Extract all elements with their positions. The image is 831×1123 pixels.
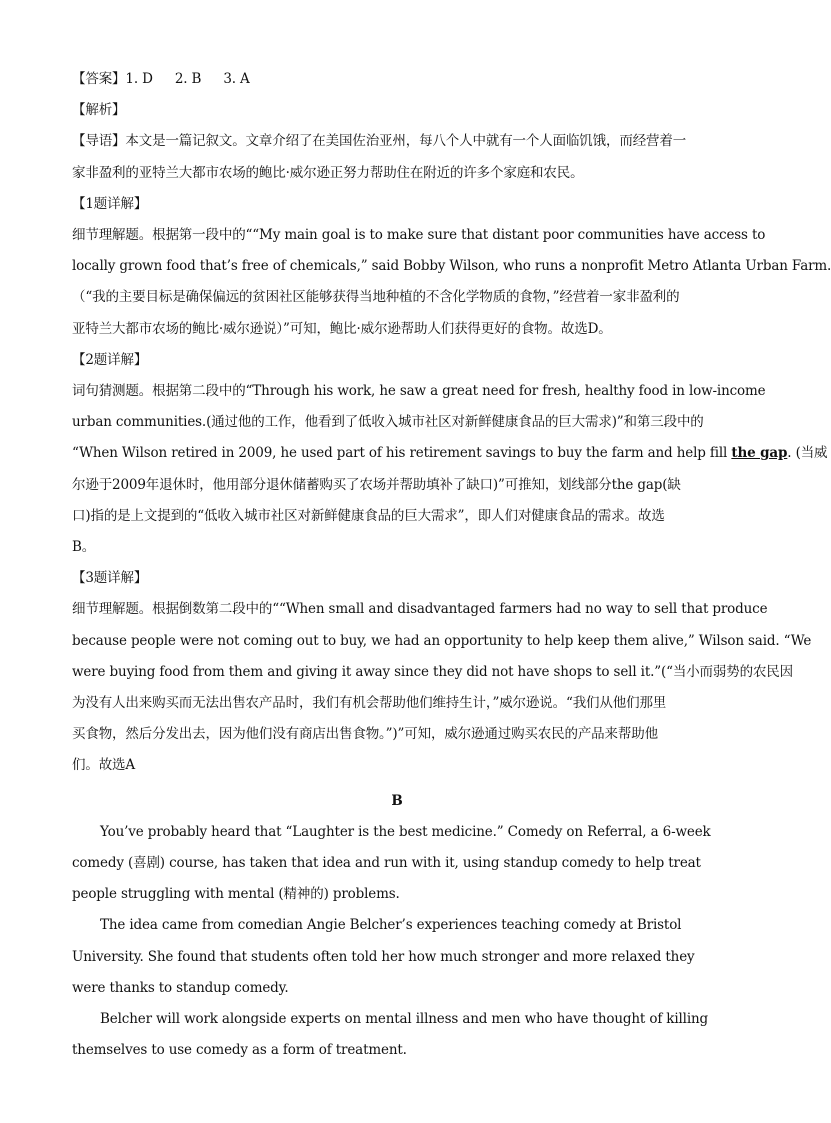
q3-line-1: 细节理解题。根据倒数第二段中的““When small and disadvantaged farmers had no way to sell that produce — [72, 601, 768, 618]
q2-line-3-text: “When Wilson retired in 2009, he used part of his retirement savings to buy the farm and help fill — [72, 445, 732, 462]
passage-paragraph-3: Belcher will work alongside experts on mental illness and men who have thought of killing themselves to use comedy as a form of treatment. — [72, 1011, 709, 1059]
analysis-heading: 【解析】 — [72, 102, 126, 119]
q1-line-3: （“我的主要目标是确保偏远的贫困社区能够获得当地种植的不含化学物质的食物，”经营着一家非盈利的 — [72, 289, 680, 306]
q2-line-3-tail: . (当威 — [787, 445, 828, 462]
document-page — [72, 64, 831, 1067]
answer-item-3: 3. A — [223, 71, 250, 87]
q2-title: 【2题详解】 — [72, 351, 148, 368]
guide-line-2: 家非盈利的亚特兰大都市农场的鲍比·威尔逊正努力帮助住在附近的许多个家庭和农民。 — [72, 164, 584, 181]
q3-line-3: were buying food from them and giving it away since they did not have shops to sell it.”(“当小而弱势的农民因 — [72, 663, 793, 680]
q3-line-2: because people were not coming out to buy, we had an opportunity to help keep them alive,” Wilson said. “We — [72, 632, 812, 649]
q2-line-5: 口)指的是上文提到的“低收入城市社区对新鲜健康食品的巨大需求”，即人们对健康食品的需求。故选 — [72, 507, 665, 524]
q3-line-6: 们。故选A — [72, 757, 135, 774]
answer-label: 【答案】 — [72, 71, 126, 87]
q1-title: 【1题详解】 — [72, 195, 148, 212]
q3-line-5: 买食物，然后分发出去，因为他们没有商店出售食物。”)”可知，威尔逊通过购买农民的产品来帮助他 — [72, 726, 658, 743]
q1-line-1: 细节理解题。根据第一段中的““My main goal is to make sure that distant poor communities have access to — [72, 227, 766, 244]
q1-line-4: 亚特兰大都市农场的鲍比·威尔逊说）”可知，鲍比·威尔逊帮助人们获得更好的食物。故选D。 — [72, 320, 612, 337]
guide-label: 【导语】 — [72, 133, 126, 150]
guide-line-1 — [72, 126, 722, 157]
guide-text-1: 本文是一篇记叙文。文章介绍了在美国佐治亚州，每八个人中就有一个人面临饥饿，而经营着一 — [125, 133, 687, 150]
q3-line-4: 为没有人出来购买而无法出售农产品时，我们有机会帮助他们维持生计，”威尔逊说。“我们从他们那里 — [72, 695, 667, 712]
q1-line-2: locally grown food that’s free of chemicals,” said Bobby Wilson, who runs a nonprofit Metro Atlanta Urban Farm. — [72, 258, 831, 275]
q2-line-6: B。 — [72, 539, 96, 556]
q2-line-4: 尔逊于2009年退休时，他用部分退休储蓄购买了农场并帮助填补了缺口)”可推知，划线部分the gap(缺 — [72, 476, 681, 493]
q3-title: 【3题详解】 — [72, 570, 148, 587]
q2-line-3 — [72, 438, 828, 469]
passage-paragraph-1: You’ve probably heard that “Laughter is the best medicine.” Comedy on Referral, a 6-week comedy (喜剧) course, has taken that idea and run with it, using standup comedy to help treat people struggling with mental (精神的) problems. — [72, 823, 711, 903]
q2-line-2: urban communities.(通过他的工作，他看到了低收入城市社区对新鲜健康食品的巨大需求)”和第三段中的 — [72, 414, 704, 431]
answer-item-2: 2. B — [174, 71, 202, 87]
passage-heading: B — [391, 792, 403, 809]
underlined-phrase: the gap — [731, 445, 788, 462]
answer-line — [72, 64, 722, 95]
q2-line-1: 词句猜测题。根据第二段中的“Through his work, he saw a great need for fresh, healthy food in low-income — [72, 383, 766, 400]
passage-paragraph-2: The idea came from comedian Angie Belcher’s experiences teaching comedy at Bristol University. She found that students often told her how much stronger and more relaxed they were thanks to standup comedy. — [72, 917, 695, 996]
answer-item-1: 1. D — [125, 71, 153, 87]
